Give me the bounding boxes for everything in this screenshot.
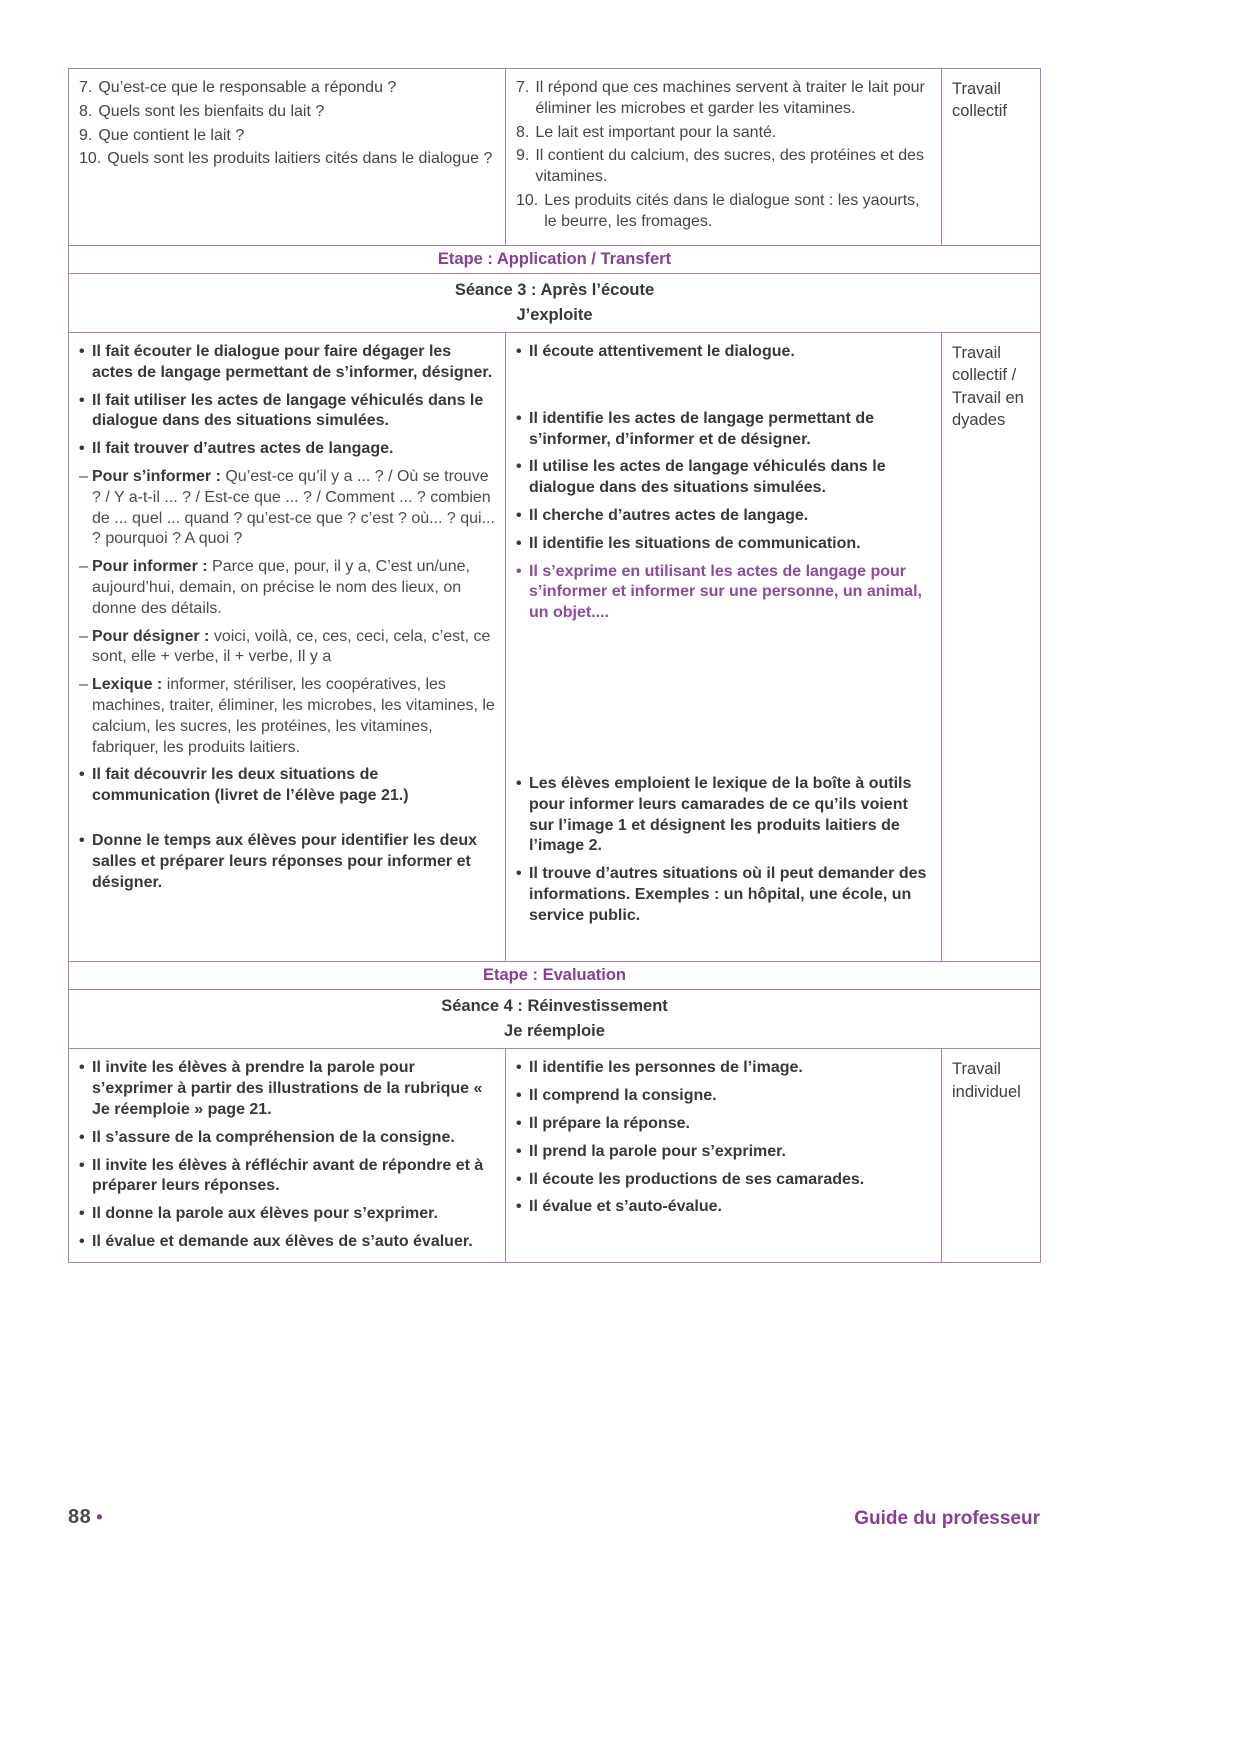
- teacher-point-text: Il fait découvrir les deux situations de communication (livret de l’élève page 21.): [92, 766, 409, 805]
- answer-item: [516, 191, 931, 233]
- answer-number: 9.: [516, 147, 530, 165]
- student-point-text: Il identifie les actes de langage permettant de s’informer, d’informer et de désigner.: [529, 409, 874, 448]
- speech-acts-text: [92, 557, 495, 619]
- speech-acts-label: Pour s’informer :: [92, 468, 221, 485]
- question-text: Quels sont les bienfaits du lait ?: [98, 102, 325, 120]
- teacher-point: [79, 1232, 495, 1253]
- bullet-icon: •: [79, 1233, 85, 1251]
- teacher-point: [79, 1204, 495, 1225]
- dash-icon: –: [79, 468, 88, 485]
- teacher-point: [79, 1156, 495, 1198]
- teacher-point: [79, 831, 495, 893]
- student-point-text: Il utilise les actes de langage véhiculés dans le dialogue dans des situations simulées.: [529, 458, 886, 497]
- speech-acts-label: Pour désigner :: [92, 627, 210, 645]
- work-mode-cell: [942, 333, 1041, 962]
- lexique-body: informer, stériliser, les coopératives, les machines, traiter, éliminer, les microbes, les vitamines, le calcium, les sucres, les protéines, les vitamines, fabriquer, les produits laitiers.: [92, 676, 495, 756]
- teacher-point-text: Il donne la parole aux élèves pour s’exprimer.: [92, 1205, 438, 1223]
- question-item: [79, 126, 495, 147]
- question-number: 10.: [79, 150, 102, 168]
- answer-number: 7.: [516, 79, 530, 96]
- bullet-icon: •: [79, 1059, 85, 1077]
- lexique-item: [79, 675, 495, 758]
- work-mode-cell: [942, 1049, 1041, 1262]
- bullet-icon: •: [79, 391, 85, 409]
- answer-text: Il répond que ces machines servent à traiter le lait pour éliminer les microbes et garder les vitamines.: [535, 79, 925, 117]
- student-point-text: Il cherche d’autres actes de langage.: [529, 507, 809, 524]
- teacher-point-text: Donne le temps aux élèves pour identifier les deux salles et préparer leurs réponses pour informer et désigner.: [92, 831, 478, 891]
- student-point: [516, 409, 931, 451]
- teacher-point: [79, 439, 495, 460]
- bullet-icon: •: [79, 766, 85, 784]
- bullet-icon: •: [79, 1128, 85, 1146]
- student-point-highlight: [516, 562, 931, 624]
- etape-evaluation-header: Etape : Evaluation: [69, 962, 1041, 990]
- student-point: [516, 774, 931, 857]
- speech-acts-body: Qu’est-ce qu’il y a ... ? / Où se trouve ? / Y a-t-il ... ? / Est-ce que ... ? / Comment ... ? combien de ... quel ... quand ? qu’est-ce que ? c’est ? où... ? qui... ? pourquoi ? A quoi ?: [92, 468, 495, 548]
- etape-application-header: Etape : Application / Transfert: [69, 245, 1041, 273]
- student-point: [516, 457, 931, 499]
- bullet-icon: •: [79, 1156, 85, 1174]
- seance3-teacher-cell: [69, 333, 506, 962]
- answer-number: 8.: [516, 123, 530, 141]
- bullet-icon: •: [516, 774, 522, 792]
- seance4-header-row: [69, 990, 1041, 1049]
- question-item: [79, 102, 495, 123]
- seance3-header-row: [69, 274, 1041, 333]
- bullet-icon: •: [79, 440, 85, 458]
- teacher-point-text: Il s’assure de la compréhension de la consigne.: [92, 1128, 455, 1146]
- student-point: [516, 864, 931, 926]
- student-point: [516, 1086, 931, 1107]
- page-footer: [68, 1506, 1040, 1536]
- student-point: [516, 534, 931, 555]
- speech-acts-label: Pour informer :: [92, 558, 208, 576]
- question-item: [79, 78, 495, 99]
- student-point: [516, 1058, 931, 1079]
- student-point: [516, 1170, 931, 1191]
- seance4-header: [69, 990, 1041, 1049]
- teacher-point-text: Il fait utiliser les actes de langage véhiculés dans le dialogue dans des situations simulées.: [92, 391, 484, 430]
- speech-acts-text: [92, 627, 495, 669]
- answer-text: Les produits cités dans le dialogue sont : les yaourts, le beurre, les fromages.: [544, 191, 920, 230]
- seance3-header: [69, 274, 1041, 333]
- teacher-point: [79, 1058, 495, 1120]
- answers-cell: [506, 69, 942, 246]
- bullet-icon: •: [516, 1142, 522, 1160]
- seance4-title: Séance 4 : Réinvestissement: [441, 997, 668, 1016]
- student-point-text: Il comprend la consigne.: [529, 1087, 717, 1105]
- teacher-point-text: Il invite les élèves à réfléchir avant de répondre et à préparer leurs réponses.: [92, 1156, 484, 1195]
- teacher-point: [79, 391, 495, 433]
- bullet-icon: •: [516, 1198, 522, 1216]
- work-mode-label: Travail collectif / Travail en dyades: [952, 344, 1024, 429]
- bullet-icon: •: [516, 1087, 522, 1105]
- speech-acts-body: voici, voilà, ce, ces, ceci, cela, c’est, ce sont, elle + verbe, il + verbe, Il y a: [92, 627, 491, 666]
- answer-item: [516, 123, 931, 144]
- speech-acts-text: [92, 467, 495, 550]
- work-mode-cell: [942, 69, 1041, 246]
- work-mode-label: Travail collectif: [952, 80, 1008, 121]
- student-point: [516, 342, 931, 363]
- teacher-point-text: Il fait trouver d’autres actes de langage.: [92, 440, 394, 458]
- speech-acts-item: [79, 627, 495, 669]
- teacher-point-text: Il invite les élèves à prendre la parole pour s’exprimer à partir des illustrations de la rubrique « Je réemploie » page 21.: [92, 1059, 483, 1119]
- seance3-subtitle: J’exploite: [516, 306, 593, 325]
- footer-dot-icon: •: [96, 1507, 104, 1527]
- question-text: Qu’est-ce que le responsable a répondu ?: [98, 79, 397, 96]
- page-number: [68, 1506, 103, 1529]
- student-point-text: Les élèves emploient le lexique de la boîte à outils pour informer leurs camarades de ce qu’ils voient sur l’image 1 et désignent les produits laitiers de l’image 2.: [529, 774, 912, 855]
- lesson-table: [68, 68, 1041, 1263]
- speech-acts-body: Parce que, pour, il y a, C’est un/une, aujourd’hui, demain, on précise le nom des lieux, on donne des détails.: [92, 558, 470, 617]
- student-point-text: Il prépare la réponse.: [529, 1115, 690, 1133]
- teacher-point: [79, 1128, 495, 1149]
- bullet-icon: •: [516, 458, 522, 476]
- teacher-point: [79, 765, 495, 807]
- question-number: 7.: [79, 79, 93, 96]
- lexique-label: Lexique :: [92, 676, 163, 694]
- student-point-text: Il prend la parole pour s’exprimer.: [529, 1142, 786, 1160]
- dash-icon: –: [79, 558, 88, 576]
- student-point: [516, 1114, 931, 1135]
- questions-cell: [69, 69, 506, 246]
- bullet-icon: •: [516, 534, 522, 552]
- teacher-point-text: Il fait écouter le dialogue pour faire dégager les actes de langage permettant de s’informer, désigner.: [92, 343, 493, 381]
- bullet-icon: •: [516, 865, 522, 883]
- work-mode-label: Travail individuel: [952, 1060, 1021, 1101]
- bullet-icon: •: [79, 343, 85, 361]
- bullet-icon: •: [516, 343, 522, 361]
- teacher-point: [79, 342, 495, 384]
- question-text: Quels sont les produits laitiers cités dans le dialogue ?: [107, 150, 493, 168]
- seance4-subtitle: Je réemploie: [504, 1022, 605, 1041]
- etape-evaluation-row: [69, 962, 1041, 990]
- lexique-text: [92, 675, 495, 758]
- student-point-text: Il identifie les personnes de l’image.: [529, 1059, 803, 1077]
- question-item: [79, 149, 495, 170]
- bullet-icon: •: [516, 562, 522, 580]
- student-point-text: Il écoute attentivement le dialogue.: [529, 343, 795, 361]
- seance3-title: Séance 3 : Après l’écoute: [454, 281, 655, 300]
- bullet-icon: •: [516, 1115, 522, 1133]
- answer-item: [516, 146, 931, 188]
- dash-icon: –: [79, 676, 88, 694]
- bullet-icon: •: [516, 409, 522, 427]
- etape-application-row: [69, 245, 1041, 273]
- answer-item: [516, 78, 931, 120]
- footer-brand: Guide du professeur: [854, 1508, 1040, 1529]
- speech-acts-item: [79, 557, 495, 619]
- student-point: [516, 506, 931, 527]
- qa-row: [69, 69, 1041, 246]
- seance4-body-row: [69, 1049, 1041, 1262]
- student-point-text: Il évalue et s’auto-évalue.: [529, 1198, 722, 1216]
- student-point: [516, 1197, 931, 1218]
- bullet-icon: •: [516, 1170, 522, 1188]
- question-number: 8.: [79, 102, 93, 120]
- question-number: 9.: [79, 126, 93, 144]
- answer-text: Il contient du calcium, des sucres, des protéines et des vitamines.: [535, 147, 924, 186]
- student-point-text: Il écoute les productions de ses camarades.: [529, 1170, 865, 1188]
- bullet-icon: •: [516, 507, 522, 524]
- dash-icon: –: [79, 627, 88, 645]
- bullet-icon: •: [516, 1059, 522, 1077]
- teacher-point-text: Il évalue et demande aux élèves de s’auto évaluer.: [92, 1233, 473, 1251]
- student-point-text: Il trouve d’autres situations où il peut demander des informations. Exemples : un hôpital, une école, un service public.: [529, 865, 927, 924]
- seance3-student-cell: [506, 333, 942, 962]
- student-point-text: Il identifie les situations de communication.: [529, 534, 861, 552]
- answer-text: Le lait est important pour la santé.: [535, 123, 777, 141]
- seance4-teacher-cell: [69, 1049, 506, 1262]
- speech-acts-item: [79, 467, 495, 550]
- student-point-text: Il s’exprime en utilisant les actes de langage pour s’informer et informer sur une personne, un animal, un objet....: [529, 562, 922, 622]
- answer-number: 10.: [516, 191, 539, 209]
- student-point: [516, 1142, 931, 1163]
- page-number-value: 88: [68, 1506, 92, 1528]
- bullet-icon: •: [79, 1205, 85, 1223]
- seance3-body-row: [69, 333, 1041, 962]
- seance4-student-cell: [506, 1049, 942, 1262]
- bullet-icon: •: [79, 831, 85, 849]
- question-text: Que contient le lait ?: [98, 126, 245, 144]
